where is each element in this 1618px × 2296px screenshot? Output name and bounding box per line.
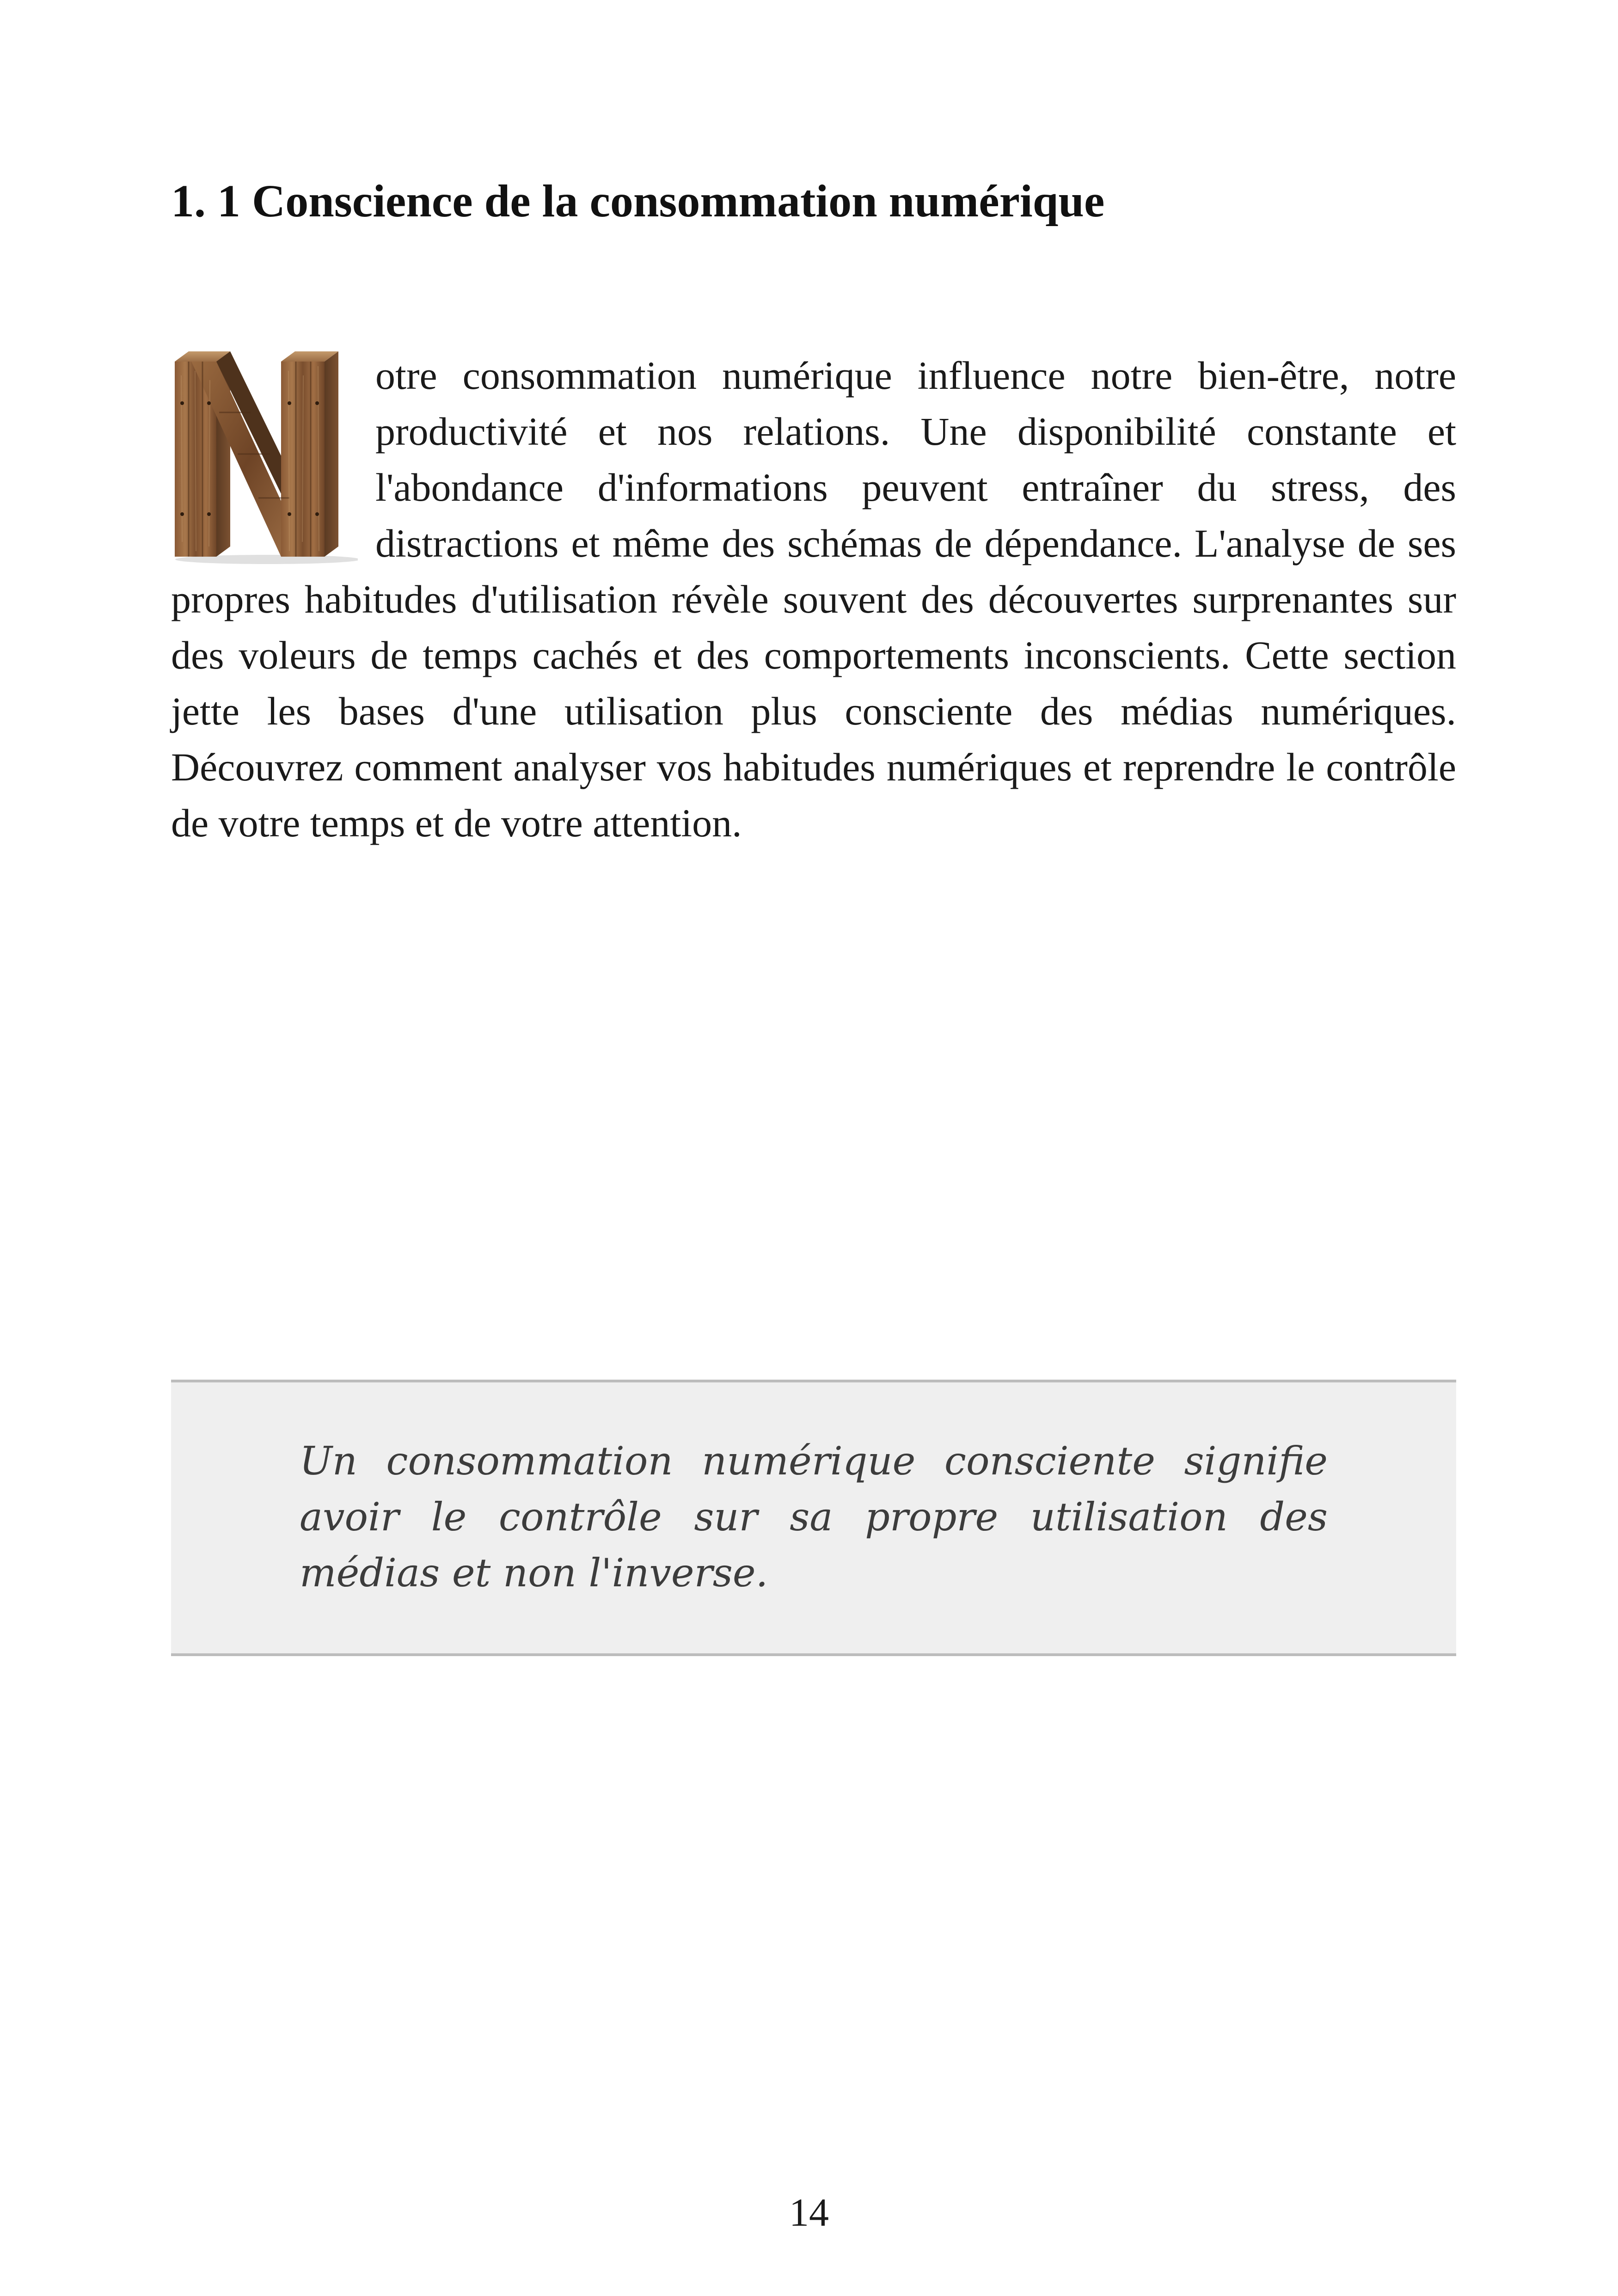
body-text-content: otre consommation numérique influence notre bien-être, notre productivité et nos relations. Une disponibilité constante et l'abondance d'informations peuvent entraîner du stress, des distractions et même des schémas de dépendance. L'analyse de ses propres habitudes d'utilisation révèle souvent des découvertes surprenantes sur des voleurs de temps cachés et des comportements inconscients. Cette section jette les bases d'une utilisation plus consciente des médias numériques. Découvrez comment analyser vos habitudes numériques et reprendre le contrôle de votre temps et de votre attention. bbox=[171, 353, 1456, 845]
page-number: 14 bbox=[789, 2190, 829, 2235]
quote-box bbox=[171, 1380, 1456, 1656]
body-paragraph bbox=[171, 348, 1456, 851]
quote-text: Un consommation numérique consciente signifie avoir le contrôle sur sa propre utilisation des médias et non l'inverse. bbox=[300, 1438, 1328, 1596]
dropcap-wooden-n-illustration bbox=[168, 348, 358, 565]
section-title: 1. 1 Conscience de la consommation numérique bbox=[171, 175, 1105, 227]
